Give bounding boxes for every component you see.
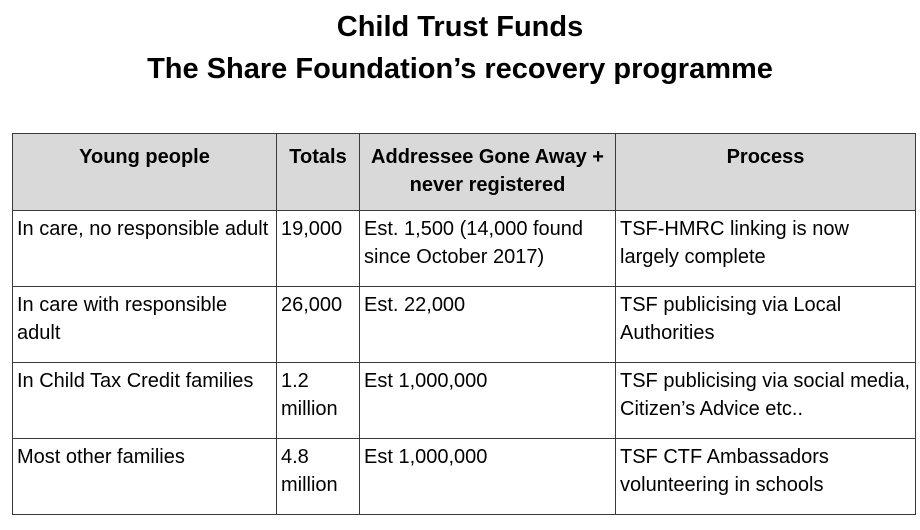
cell-addressee-gone-away: Est. 22,000 [360, 287, 616, 363]
cell-totals: 26,000 [277, 287, 360, 363]
title-line-2: The Share Foundation’s recovery programme [147, 53, 773, 85]
header-process: Process [616, 134, 916, 211]
page-title [0, 6, 920, 90]
cell-process: TSF publicising via Local Authorities [616, 287, 916, 363]
header-totals: Totals [277, 134, 360, 211]
table-header-row [13, 134, 916, 211]
recovery-programme-table [12, 133, 916, 515]
cell-young-people: In care, no responsible adult [13, 211, 277, 287]
table-row [13, 363, 916, 439]
header-young-people: Young people [13, 134, 277, 211]
cell-young-people: In Child Tax Credit families [13, 363, 277, 439]
cell-process: TSF publicising via social media, Citizen’s Advice etc.. [616, 363, 916, 439]
cell-totals: 19,000 [277, 211, 360, 287]
cell-young-people: Most other families [13, 439, 277, 515]
cell-process: TSF CTF Ambassadors volunteering in schools [616, 439, 916, 515]
cell-young-people: In care with responsible adult [13, 287, 277, 363]
cell-totals: 4.8 million [277, 439, 360, 515]
table-row [13, 439, 916, 515]
cell-addressee-gone-away: Est. 1,500 (14,000 found since October 2017) [360, 211, 616, 287]
cell-addressee-gone-away: Est 1,000,000 [360, 363, 616, 439]
table-row [13, 211, 916, 287]
title-line-1: Child Trust Funds [336, 11, 584, 43]
cell-process: TSF-HMRC linking is now largely complete [616, 211, 916, 287]
cell-totals: 1.2 million [277, 363, 360, 439]
header-addressee-gone-away: Addressee Gone Away + never registered [360, 134, 616, 211]
cell-addressee-gone-away: Est 1,000,000 [360, 439, 616, 515]
table-row [13, 287, 916, 363]
